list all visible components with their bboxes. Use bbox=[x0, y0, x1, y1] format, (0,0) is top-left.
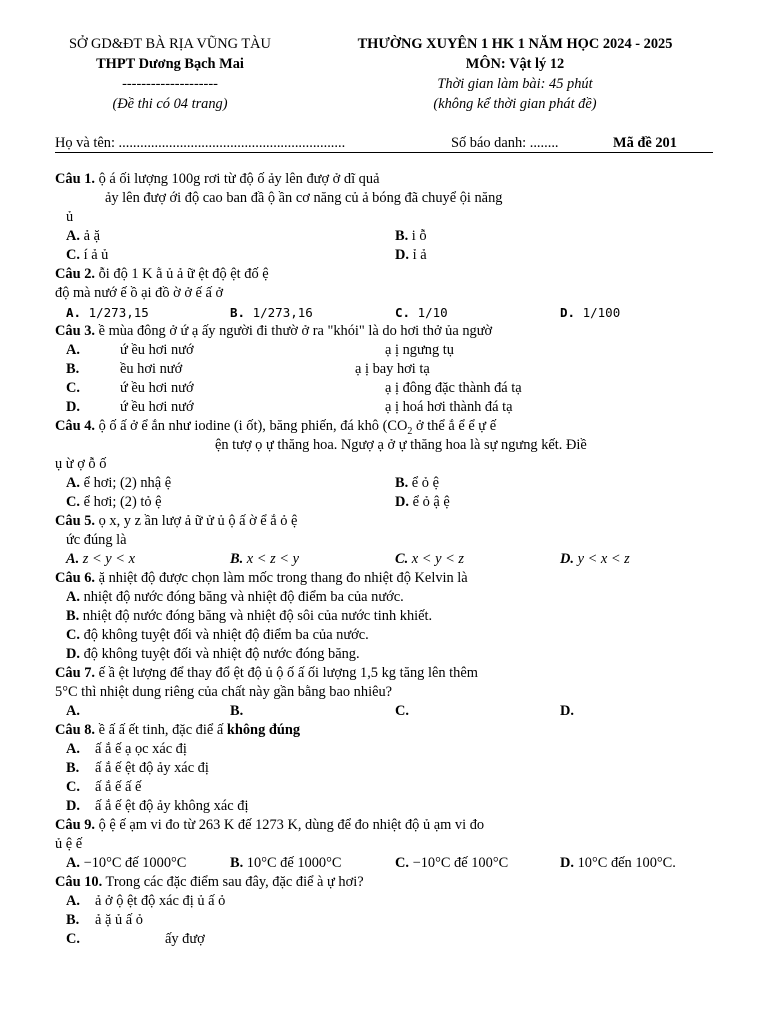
option-letter: D. bbox=[560, 855, 574, 871]
question-text: ộ ố ấ ở ể ắn như iodine (i ốt), băng phiến, đá khô (CO bbox=[98, 418, 408, 434]
options-row bbox=[55, 474, 735, 493]
option-d bbox=[55, 797, 735, 816]
question-2 bbox=[55, 265, 735, 284]
option-letter: C. bbox=[395, 855, 409, 871]
option-b bbox=[230, 702, 243, 721]
question-label: Câu 1. bbox=[55, 171, 95, 187]
question-label: Câu 2. bbox=[55, 266, 95, 282]
option-c: C. độ không tuyệt đối và nhiệt độ điểm ba của nước. bbox=[66, 627, 369, 643]
option-a: A. nhiệt độ nước đóng băng và nhiệt độ điểm ba của nước. bbox=[66, 589, 404, 605]
option-letter: B. bbox=[66, 912, 80, 928]
option-letter: A. bbox=[66, 551, 80, 567]
options-row bbox=[55, 246, 735, 265]
emphasis-text: không đúng bbox=[226, 722, 301, 738]
option-d: D. 1/100 bbox=[560, 305, 621, 320]
question-text: ộ á ối lượng 100g rơi từ độ ố ảy lên đượ ở dĩ quả bbox=[98, 171, 380, 187]
option-d bbox=[560, 702, 574, 721]
option-letter: B. bbox=[395, 228, 409, 244]
option-letter: D. bbox=[66, 399, 80, 415]
question-label: Câu 10. bbox=[55, 874, 103, 890]
header-divider: -------------------- bbox=[122, 76, 218, 92]
question-text: ọ x, y z ần lượ ả ữ ử ủ ộ ấ ờ ể ắ ỏ ệ bbox=[98, 513, 298, 529]
option-text: ấ ắ ế ệt độ ảy không xác đị bbox=[95, 798, 249, 814]
exam-title: THƯỜNG XUYÊN 1 HK 1 NĂM HỌC 2024 - 2025 bbox=[357, 36, 673, 52]
option-letter: B. bbox=[230, 855, 244, 871]
question-text: ện tượ ọ ự thăng hoa. Ngượ ạ ở ự thăng hoa là sự ngưng kết. Điề bbox=[215, 437, 587, 453]
school-department: SỞ GD&ĐT BÀ RỊA VŨNG TÀU bbox=[69, 36, 271, 52]
student-name-field: Họ và tên: ............................................................... bbox=[55, 135, 346, 151]
option-letter: C. bbox=[66, 627, 80, 643]
option-letter: D. bbox=[66, 646, 80, 662]
option-letter: B. bbox=[66, 361, 80, 377]
option-letter: C. bbox=[66, 494, 80, 510]
question-text: ủ bbox=[66, 209, 74, 225]
option-letter: C. bbox=[395, 703, 409, 719]
question-6 bbox=[55, 569, 735, 588]
option-d: D. ỉ ả bbox=[395, 247, 427, 263]
question-text: độ mà nướ ế ồ ại đồ ờ ở ế ấ ở bbox=[55, 285, 224, 301]
option-a: A. 1/273,15 bbox=[66, 305, 149, 320]
option-letter: B. bbox=[66, 608, 80, 624]
options-row bbox=[55, 702, 735, 721]
question-text: ụ ừ ợ ỗ ố bbox=[55, 456, 107, 472]
question-label: Câu 8. bbox=[55, 722, 95, 738]
option-letter: B. bbox=[230, 551, 244, 567]
option-a bbox=[55, 341, 735, 360]
option-c: C. í ả ủ bbox=[66, 247, 109, 263]
time-note: (không kể thời gian phát đề) bbox=[433, 96, 597, 112]
option-c bbox=[395, 702, 409, 721]
option-d: D. độ không tuyệt đối và nhiệt độ nước đóng băng. bbox=[66, 646, 360, 662]
option-b: B. 10°C đế 1000°C bbox=[230, 855, 342, 871]
option-c bbox=[55, 778, 735, 797]
question-7 bbox=[55, 664, 735, 683]
option-c: C. 1/10 bbox=[395, 305, 448, 320]
option-letter: B. bbox=[66, 760, 80, 776]
question-text: Trong các đặc điểm sau đây, đặc điể à ự hơi? bbox=[105, 874, 364, 890]
options-row bbox=[55, 550, 735, 569]
question-text: ức đúng là bbox=[66, 532, 127, 548]
option-c bbox=[55, 930, 735, 949]
question-label: Câu 4. bbox=[55, 418, 95, 434]
option-text: ấ ắ ế ấ ế bbox=[95, 779, 142, 795]
option-b bbox=[55, 759, 735, 778]
question-text: ề mùa đông ở ứ ạ ấy người đi thườ ở ra "khói" là do hơi thở ủa ngườ bbox=[98, 323, 493, 339]
option-a bbox=[55, 740, 735, 759]
question-text: ở thể ắ ể ể ự ế bbox=[412, 418, 497, 434]
student-info bbox=[55, 133, 713, 153]
option-letter: C. bbox=[395, 551, 409, 567]
option-a bbox=[55, 892, 735, 911]
option-text: ứ ều hơi nướ bbox=[120, 380, 194, 396]
option-b: B. 1/273,16 bbox=[230, 305, 313, 320]
question-text: ế ầ ệt lượng để thay đổ ệt độ ủ ộ ố ấ ối lượng 1,5 kg tăng lên thêm bbox=[98, 665, 478, 681]
option-letter: D. bbox=[560, 551, 574, 567]
question-label: Câu 6. bbox=[55, 570, 95, 586]
option-d: D. 10°C đến 100°C. bbox=[560, 855, 676, 871]
question-label: Câu 3. bbox=[55, 323, 95, 339]
option-text: ấ ắ ế ạ ọc xác đị bbox=[95, 741, 187, 757]
question-text: ặ nhiệt độ được chọn làm mốc trong thang đo nhiệt độ Kelvin là bbox=[98, 570, 468, 586]
option-letter: A. bbox=[66, 305, 82, 320]
option-letter bbox=[66, 398, 80, 417]
option-letter: B. bbox=[230, 305, 246, 320]
question-text: ề ấ ấ ết tinh, đặc điể ấ bbox=[98, 722, 224, 738]
options-row bbox=[55, 303, 735, 322]
option-letter: A. bbox=[66, 342, 80, 358]
question-text: ủ ệ ế bbox=[55, 836, 83, 852]
question-10 bbox=[55, 873, 735, 892]
option-text: ạ ị hoá hơi thành đá tạ bbox=[385, 399, 513, 415]
option-a: A. ả ặ bbox=[66, 228, 100, 244]
option-c: C. ể hơi; (2) tỏ ệ bbox=[66, 494, 162, 510]
question-9 bbox=[55, 816, 735, 835]
subscript: 2 bbox=[407, 425, 413, 437]
options-row bbox=[55, 493, 735, 512]
option-letter bbox=[66, 341, 80, 360]
option-text: ấ ắ ế ệt độ ảy xác đị bbox=[95, 760, 209, 776]
question-text: 5°C thì nhiệt dung riêng của chất này gần bằng bao nhiêu? bbox=[55, 684, 393, 700]
option-text: ạ ị bay hơi tạ bbox=[355, 361, 430, 377]
option-letter: D. bbox=[560, 305, 576, 320]
option-a: A. z < y < x bbox=[66, 551, 135, 567]
school-name: THPT Dương Bạch Mai bbox=[96, 56, 244, 72]
exam-code: Mã đề 201 bbox=[613, 135, 677, 151]
question-8 bbox=[55, 721, 735, 740]
option-b bbox=[55, 911, 735, 930]
header-rule bbox=[55, 152, 713, 153]
option-d: D. ể ỏ ậ ệ bbox=[395, 494, 450, 510]
option-a bbox=[66, 702, 80, 721]
option-d: D. y < x < z bbox=[560, 551, 630, 567]
questions bbox=[55, 170, 735, 949]
option-letter: A. bbox=[66, 703, 80, 719]
option-letter bbox=[66, 379, 80, 398]
question-label: Câu 5. bbox=[55, 513, 95, 529]
option-a: A. ể hơi; (2) nhậ ệ bbox=[66, 475, 172, 491]
option-letter: A. bbox=[66, 228, 80, 244]
question-label: Câu 9. bbox=[55, 817, 95, 833]
question-4 bbox=[55, 417, 735, 436]
page-count-note: (Đề thi có 04 trang) bbox=[112, 96, 228, 112]
option-letter: A. bbox=[66, 475, 80, 491]
option-text: ứ ều hơi nướ bbox=[120, 399, 194, 415]
option-letter: B. bbox=[395, 475, 409, 491]
option-letter: A. bbox=[66, 741, 80, 757]
option-letter: D. bbox=[560, 703, 574, 719]
options-row bbox=[55, 227, 735, 246]
option-d bbox=[55, 398, 735, 417]
option-b: B. nhiệt độ nước đóng băng và nhiệt độ sôi của nước tinh khiết. bbox=[66, 608, 433, 624]
option-c: C. −10°C đế 100°C bbox=[395, 855, 509, 871]
option-letter: D. bbox=[395, 247, 409, 263]
option-text: ả ặ ủ ấ ỏ bbox=[95, 912, 143, 928]
option-letter bbox=[66, 360, 79, 379]
question-text: ảy lên đượ ới độ cao ban đầ ộ ần cơ năng củ ả bóng đã chuyể ội năng bbox=[105, 190, 503, 206]
option-text: ạ ị ngưng tụ bbox=[385, 342, 454, 358]
option-c: C. x < y < z bbox=[395, 551, 464, 567]
option-letter: C. bbox=[66, 931, 80, 947]
question-5 bbox=[55, 512, 735, 531]
question-text: ộ ệ ế ạm vi đo từ 263 K đế 1273 K, dùng để đo nhiệt độ ủ ạm vi đo bbox=[98, 817, 485, 833]
option-letter: A. bbox=[66, 589, 80, 605]
option-text: ả ở ộ ệt độ xác đị ủ ấ ỏ bbox=[95, 893, 226, 909]
question-3 bbox=[55, 322, 735, 341]
options-row bbox=[55, 854, 735, 873]
option-letter: C. bbox=[66, 779, 80, 795]
subject: MÔN: Vật lý 12 bbox=[465, 56, 565, 72]
option-b bbox=[55, 360, 735, 379]
question-1 bbox=[55, 170, 735, 189]
option-b: B. i ỗ bbox=[395, 228, 427, 244]
option-text: ạ ị đông đặc thành đá tạ bbox=[385, 380, 522, 396]
option-letter: D. bbox=[395, 494, 409, 510]
option-letter: A. bbox=[66, 893, 80, 909]
option-text: ều hơi nướ bbox=[120, 361, 183, 377]
option-letter: B. bbox=[230, 703, 244, 719]
option-a: A. −10°C đế 1000°C bbox=[66, 855, 187, 871]
option-letter: A. bbox=[66, 855, 80, 871]
option-text: ứ ều hơi nướ bbox=[120, 342, 194, 358]
option-b: B. ể ỏ ệ bbox=[395, 475, 439, 491]
option-letter: D. bbox=[66, 798, 80, 814]
candidate-number-field: Số báo danh: ........ bbox=[451, 135, 559, 151]
option-letter: C. bbox=[66, 247, 80, 263]
question-text: ỗi độ 1 K ằ ủ ả ữ ệt độ ệt đố ệ bbox=[98, 266, 269, 282]
option-text: ấy đượ bbox=[165, 931, 205, 947]
option-b: B. x < z < y bbox=[230, 551, 299, 567]
question-label: Câu 7. bbox=[55, 665, 95, 681]
option-letter: C. bbox=[66, 380, 80, 396]
option-letter: C. bbox=[395, 305, 411, 320]
option-c bbox=[55, 379, 735, 398]
time-limit: Thời gian làm bài: 45 phút bbox=[437, 76, 593, 92]
